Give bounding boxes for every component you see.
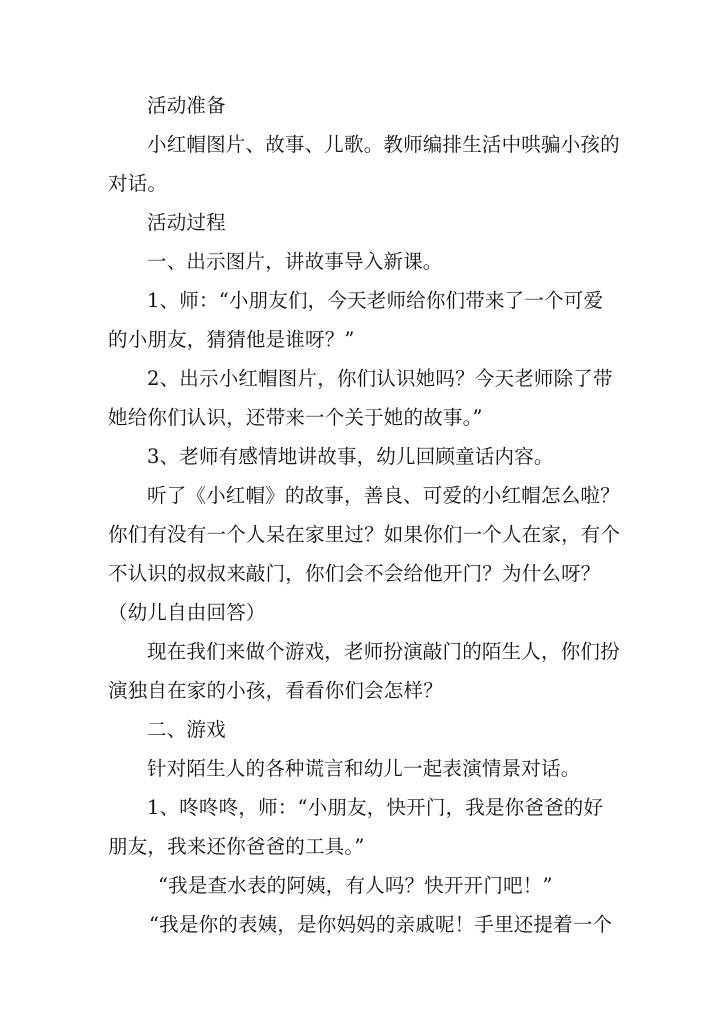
- dialogue-line: “我是你的表姨，是你妈妈的亲戚呢！手里还提着一个: [149, 913, 613, 936]
- paragraph-line: 1、师：“小朋友们，今天老师给你们带来了一个可爱: [147, 289, 604, 312]
- paragraph-line: 现在我们来做个游戏，老师扮演敲门的陌生人，你们扮: [147, 640, 620, 663]
- paragraph-line: 演独自在家的小孩，看看你们会怎样？: [108, 679, 443, 702]
- paragraph-line: 3、老师有感情地讲故事，幼儿回顾童话内容。: [147, 445, 554, 468]
- paragraph-line: 你们有没有一个人呆在家里过？如果你们一个人在家，有个: [108, 523, 621, 546]
- paragraph-line: 对话。: [108, 172, 168, 195]
- dialogue-line: “我是查水表的阿姨，有人吗？快开开门吧！”: [158, 874, 553, 897]
- step-heading-two: 二、游戏: [147, 718, 226, 741]
- step-heading-one: 一、出示图片，讲故事导入新课。: [147, 250, 443, 273]
- paragraph-line: 小红帽图片、故事、儿歌。教师编排生活中哄骗小孩的: [147, 133, 620, 156]
- paragraph-line: 1、咚咚咚，师：“小朋友，快开门，我是你爸爸的好: [147, 796, 604, 819]
- document-body: [108, 86, 621, 944]
- paragraph-line: 她给你们认识，还带来一个关于她的故事。”: [108, 406, 483, 429]
- paragraph-line: 朋友，我来还你爸爸的工具。”: [108, 835, 365, 858]
- section-heading-process: 活动过程: [147, 211, 226, 234]
- paragraph-line: 的小朋友，猜猜他是谁呀？”: [108, 328, 355, 351]
- paragraph-line: 针对陌生人的各种谎言和幼儿一起表演情景对话。: [147, 757, 581, 780]
- paragraph-line: 听了《小红帽》的故事，善良、可爱的小红帽怎么啦？: [147, 484, 620, 507]
- paragraph-line: 不认识的叔叔来敲门，你们会不会给他开门？为什么呀？: [108, 562, 601, 585]
- paragraph-line: （幼儿自由回答）: [108, 601, 266, 624]
- paragraph-line: 2、出示小红帽图片，你们认识她吗？今天老师除了带: [147, 367, 613, 390]
- section-heading-preparation: 活动准备: [147, 94, 226, 117]
